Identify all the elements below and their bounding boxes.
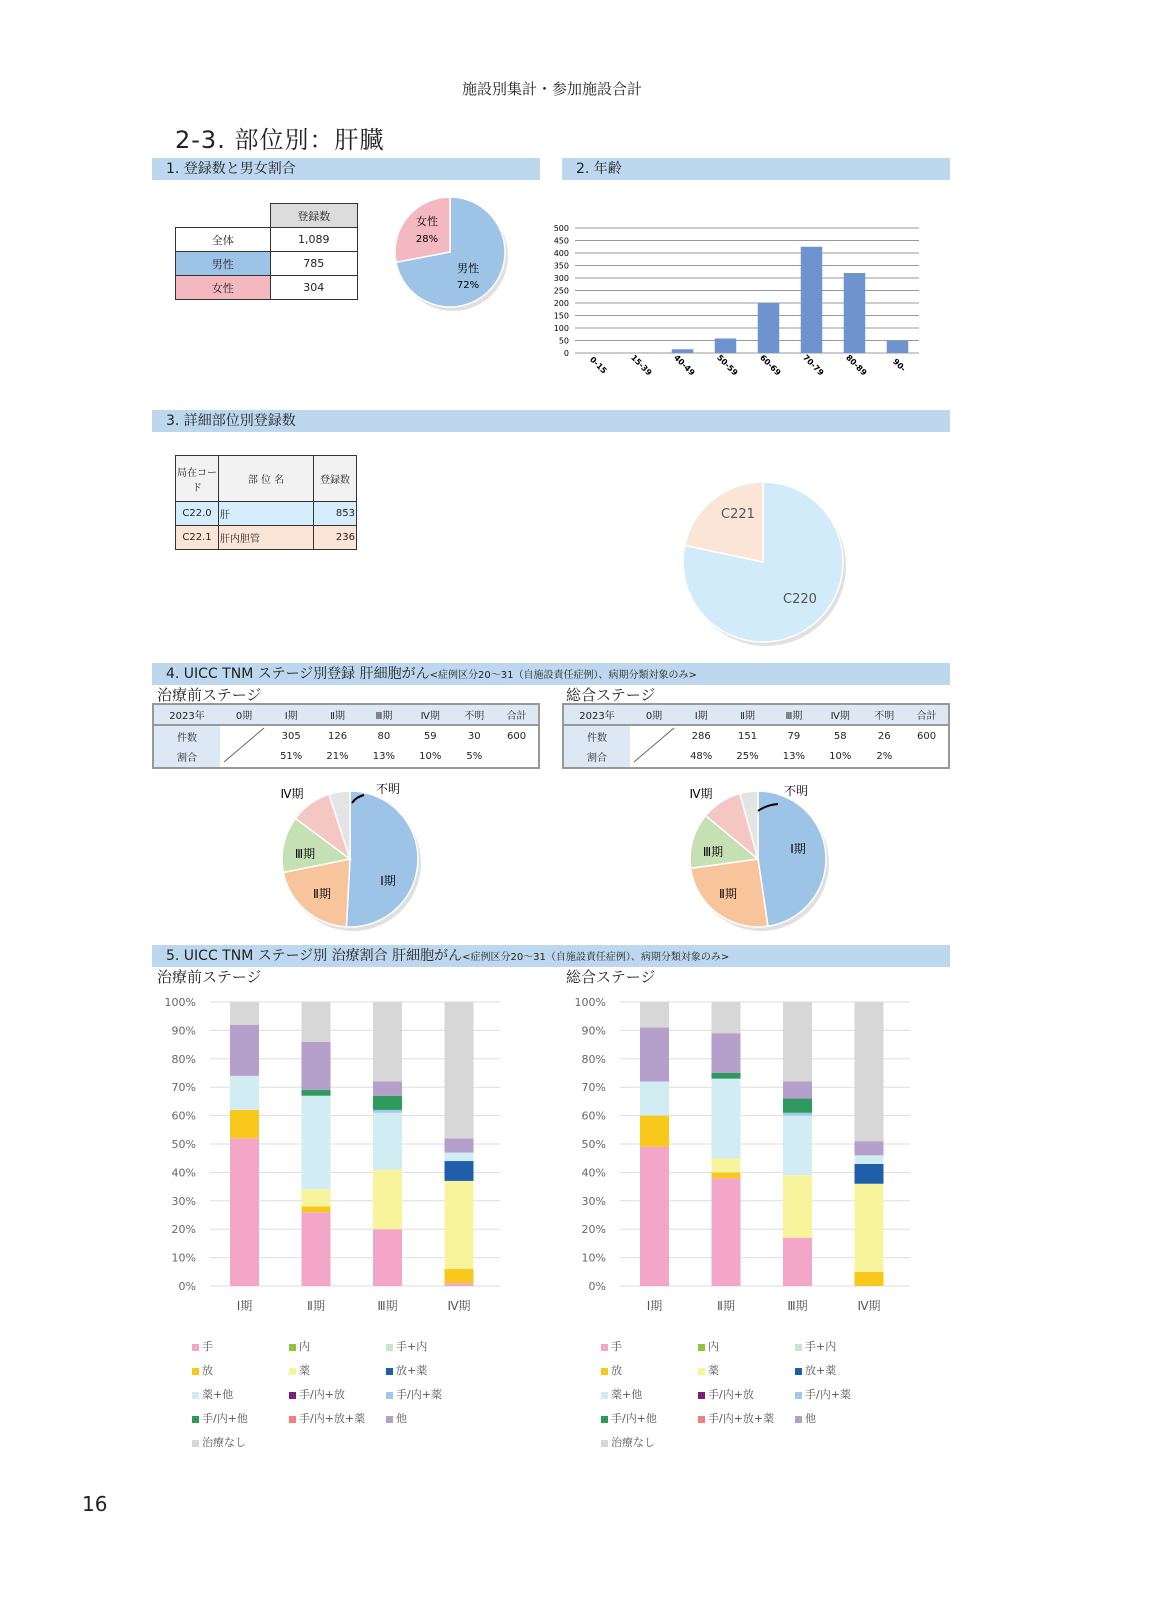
y-tick-label: 60% bbox=[171, 1109, 196, 1123]
legend-label: 手 bbox=[202, 1340, 213, 1353]
legend-swatch bbox=[192, 1368, 199, 1375]
stack-segment bbox=[640, 1082, 669, 1116]
y-tick-label: 350 bbox=[553, 261, 569, 271]
section-5-title bbox=[152, 945, 950, 967]
count-label: 件数 bbox=[563, 725, 630, 747]
stack-segment bbox=[302, 1090, 331, 1096]
table-header: 2023年 bbox=[153, 704, 220, 725]
legend-item bbox=[795, 1338, 836, 1354]
section-5-note: <症例区分20～31（自施設責任症例）、病期分類対象のみ> bbox=[462, 952, 730, 963]
legend-swatch bbox=[698, 1344, 705, 1351]
header-count: 登録数 bbox=[314, 456, 357, 502]
legend-swatch bbox=[289, 1344, 296, 1351]
stage-left-subtitle: 治療前ステージ bbox=[157, 686, 262, 704]
section-4-title bbox=[152, 663, 950, 685]
legend-label: 放 bbox=[202, 1364, 213, 1377]
site-count: 236 bbox=[314, 526, 357, 550]
y-tick-label: 100% bbox=[574, 996, 606, 1009]
legend-label: 放 bbox=[611, 1364, 622, 1377]
x-tick-label: Ⅲ期 bbox=[787, 1299, 808, 1313]
y-tick-label: 50 bbox=[558, 336, 569, 346]
legend-item bbox=[698, 1410, 774, 1426]
x-tick-label: Ⅰ期 bbox=[646, 1299, 663, 1313]
row-label: 男性 bbox=[176, 252, 271, 276]
legend-label: 手/内+薬 bbox=[396, 1388, 442, 1401]
ratio-label: 割合 bbox=[153, 747, 220, 769]
stack-segment bbox=[783, 1116, 812, 1176]
table-header: 合計 bbox=[495, 704, 539, 725]
ratio-cell: 25% bbox=[736, 751, 759, 763]
stack-segment bbox=[302, 1096, 331, 1190]
legend-swatch bbox=[795, 1392, 802, 1399]
stack-segment bbox=[445, 1138, 474, 1152]
legend-swatch bbox=[192, 1392, 199, 1399]
legend-item bbox=[795, 1410, 816, 1426]
legend-swatch bbox=[601, 1416, 608, 1423]
section-3-title: 3. 詳細部位別登録数 bbox=[152, 410, 950, 432]
stack-segment bbox=[373, 1229, 402, 1286]
y-tick-label: 50% bbox=[171, 1138, 196, 1151]
legend-swatch bbox=[386, 1392, 393, 1399]
stack-segment bbox=[640, 1002, 669, 1028]
ratio-cell: 48% bbox=[690, 751, 713, 763]
y-tick-label: 70% bbox=[581, 1081, 606, 1095]
stage-pie-left bbox=[260, 775, 440, 935]
legend-swatch bbox=[386, 1416, 393, 1423]
stage-right-subtitle: 総合ステージ bbox=[566, 686, 656, 704]
x-tick-label: 80-89 bbox=[844, 353, 869, 378]
registration-table bbox=[175, 203, 358, 300]
legend-swatch bbox=[795, 1368, 802, 1375]
pie-label: Ⅳ期 bbox=[280, 787, 304, 801]
legend-item bbox=[192, 1362, 213, 1378]
y-tick-label: 10% bbox=[171, 1251, 196, 1265]
stack-segment bbox=[783, 1175, 812, 1237]
pie-label: Ⅲ期 bbox=[294, 847, 316, 861]
legend-label: 放+薬 bbox=[805, 1364, 837, 1377]
stack-segment bbox=[640, 1147, 669, 1286]
stack-segment bbox=[230, 1002, 259, 1025]
bar bbox=[758, 303, 780, 353]
ratio-cell: 2% bbox=[876, 751, 893, 763]
legend-label: 手+内 bbox=[805, 1340, 837, 1353]
pie-slice-female bbox=[395, 197, 450, 262]
legend-label: 薬+他 bbox=[611, 1388, 643, 1401]
count-cell: 151 bbox=[737, 730, 758, 742]
y-tick-label: 70% bbox=[171, 1081, 196, 1095]
stage-pie-right bbox=[668, 775, 848, 935]
x-tick-label: 60-69 bbox=[758, 353, 783, 378]
bar bbox=[715, 339, 737, 354]
table-header: Ⅲ期 bbox=[361, 704, 407, 725]
legend-swatch bbox=[601, 1440, 608, 1447]
stack-segment bbox=[712, 1172, 741, 1178]
stack-segment bbox=[712, 1033, 741, 1073]
pie-slice-stage1 bbox=[758, 791, 826, 926]
c220-label: C220 bbox=[783, 592, 817, 607]
y-tick-label: 100 bbox=[553, 324, 569, 333]
table-header: Ⅳ期 bbox=[817, 704, 863, 725]
legend-item bbox=[795, 1386, 851, 1402]
legend-swatch bbox=[795, 1344, 802, 1351]
bar bbox=[887, 341, 909, 353]
site-name: 肝 bbox=[219, 502, 314, 526]
table-header: Ⅳ期 bbox=[407, 704, 453, 725]
y-tick-label: 30% bbox=[581, 1194, 606, 1208]
pie-label: Ⅲ期 bbox=[702, 845, 724, 859]
stack-segment bbox=[445, 1269, 474, 1283]
pie-label: Ⅳ期 bbox=[689, 787, 713, 801]
x-tick-label: Ⅱ期 bbox=[717, 1299, 735, 1313]
x-tick-label: 15-39 bbox=[629, 353, 654, 378]
legend-item bbox=[386, 1338, 427, 1354]
legend-label: 手/内+薬 bbox=[805, 1388, 851, 1401]
stack-segment bbox=[373, 1002, 402, 1082]
y-tick-label: 0% bbox=[178, 1280, 196, 1293]
stack-segment bbox=[855, 1164, 884, 1184]
stack-segment bbox=[302, 1002, 331, 1042]
site-name: 肝内胆管 bbox=[219, 526, 314, 550]
y-tick-label: 80% bbox=[171, 1052, 196, 1066]
x-tick-label: Ⅳ期 bbox=[857, 1299, 881, 1313]
legend-label: 放+薬 bbox=[396, 1364, 428, 1377]
stack-segment bbox=[230, 1025, 259, 1076]
ratio-cell: 5% bbox=[466, 751, 483, 763]
section-2-title: 2. 年齢 bbox=[562, 158, 950, 180]
ratio-label: 割合 bbox=[563, 747, 630, 769]
bar bbox=[844, 273, 866, 353]
legend-item bbox=[601, 1434, 655, 1450]
ratio-cell: 51% bbox=[280, 751, 303, 763]
legend-item bbox=[698, 1386, 754, 1402]
legend-swatch bbox=[601, 1344, 608, 1351]
legend-swatch bbox=[795, 1416, 802, 1423]
pie-label: 不明 bbox=[783, 784, 809, 798]
male-pct: 72% bbox=[456, 280, 480, 291]
pie-label: Ⅱ期 bbox=[313, 887, 331, 901]
legend-label: 手/内+放+薬 bbox=[299, 1412, 366, 1425]
female-label: 女性 bbox=[416, 215, 438, 228]
legend-item bbox=[289, 1362, 310, 1378]
y-tick-label: 450 bbox=[553, 236, 569, 246]
ratio-cell: 13% bbox=[782, 751, 806, 763]
stack-segment bbox=[302, 1206, 331, 1212]
row-label: 女性 bbox=[176, 276, 271, 300]
bar bbox=[672, 349, 694, 353]
count-cell: 79 bbox=[787, 730, 801, 742]
legend-item bbox=[386, 1386, 442, 1402]
stack-segment bbox=[445, 1153, 474, 1162]
y-tick-label: 60% bbox=[581, 1109, 606, 1123]
legend-item bbox=[698, 1362, 719, 1378]
table-header: 不明 bbox=[863, 704, 905, 725]
bar bbox=[801, 247, 823, 353]
diagonal-cell bbox=[220, 725, 268, 768]
ratio-cell: 10% bbox=[419, 751, 442, 763]
count-cell: 126 bbox=[327, 730, 348, 742]
y-tick-label: 500 bbox=[553, 224, 569, 233]
ratio-cell: 13% bbox=[372, 751, 396, 763]
x-tick-label: Ⅲ期 bbox=[377, 1299, 398, 1313]
y-tick-label: 300 bbox=[553, 274, 569, 283]
ratio-cell: 10% bbox=[829, 751, 852, 763]
legend-label: 内 bbox=[708, 1340, 719, 1353]
table-header: Ⅰ期 bbox=[268, 704, 314, 725]
legend-swatch bbox=[698, 1368, 705, 1375]
legend-item bbox=[289, 1338, 310, 1354]
table-header: Ⅱ期 bbox=[724, 704, 770, 725]
stack-segment bbox=[712, 1158, 741, 1172]
header-code: 局在コード bbox=[176, 456, 219, 502]
legend-swatch bbox=[386, 1344, 393, 1351]
x-tick-label: Ⅱ期 bbox=[307, 1299, 325, 1313]
y-tick-label: 40% bbox=[171, 1166, 196, 1180]
legend-swatch bbox=[698, 1416, 705, 1423]
table-header: 不明 bbox=[453, 704, 495, 725]
table-header: 2023年 bbox=[563, 704, 630, 725]
y-tick-label: 10% bbox=[581, 1251, 606, 1265]
count-cell: 59 bbox=[423, 730, 437, 742]
section-5-title-text: 5. UICC TNM ステージ別 治療割合 肝細胞がん bbox=[166, 948, 463, 964]
count-cell: 58 bbox=[833, 730, 847, 742]
count-label: 件数 bbox=[153, 725, 220, 747]
legend-item bbox=[192, 1410, 248, 1426]
legend-swatch bbox=[289, 1416, 296, 1423]
x-tick-label: 0-15 bbox=[588, 354, 609, 376]
page-number: 16 bbox=[82, 1492, 108, 1516]
stack-segment bbox=[783, 1002, 812, 1082]
section-4-note: <症例区分20～31（自施設責任症例）、病期分類対象のみ> bbox=[429, 670, 697, 681]
male-label: 男性 bbox=[457, 262, 479, 275]
female-pct: 28% bbox=[415, 234, 439, 245]
c221-label: C221 bbox=[721, 507, 755, 522]
stack-segment bbox=[230, 1076, 259, 1110]
legend-label: 他 bbox=[805, 1412, 816, 1425]
legend-label: 手/内+他 bbox=[611, 1412, 657, 1425]
pie-label: Ⅱ期 bbox=[719, 887, 737, 901]
legend-label: 治療なし bbox=[611, 1436, 655, 1449]
treatment-left-subtitle: 治療前ステージ bbox=[157, 968, 262, 986]
y-tick-label: 90% bbox=[171, 1024, 196, 1038]
y-tick-label: 150 bbox=[553, 311, 569, 321]
stack-segment bbox=[445, 1161, 474, 1181]
table-header: 0期 bbox=[220, 704, 268, 725]
legend-item bbox=[192, 1386, 233, 1402]
legend-label: 内 bbox=[299, 1340, 310, 1353]
y-tick-label: 30% bbox=[171, 1194, 196, 1208]
legend-label: 薬 bbox=[708, 1364, 719, 1377]
legend-item bbox=[601, 1338, 622, 1354]
row-label: 全体 bbox=[176, 228, 271, 252]
legend-swatch bbox=[192, 1440, 199, 1447]
legend-item bbox=[192, 1338, 213, 1354]
stack-segment bbox=[640, 1116, 669, 1147]
col-header: 登録数 bbox=[270, 204, 358, 228]
site-code: C22.0 bbox=[176, 502, 219, 526]
legend-label: 他 bbox=[396, 1412, 407, 1425]
legend-item bbox=[386, 1362, 427, 1378]
stack-segment bbox=[855, 1184, 884, 1272]
legend-label: 手/内+他 bbox=[202, 1412, 248, 1425]
x-tick-label: 90- bbox=[890, 356, 908, 374]
row-value: 1,089 bbox=[270, 228, 358, 252]
treatment-right-subtitle: 総合ステージ bbox=[566, 968, 656, 986]
stack-segment bbox=[712, 1079, 741, 1159]
site-pie-chart bbox=[670, 470, 860, 655]
table-header: 0期 bbox=[630, 704, 678, 725]
count-cell: 600 bbox=[917, 730, 937, 742]
legend-swatch bbox=[192, 1344, 199, 1351]
legend-label: 手/内+放+薬 bbox=[708, 1412, 775, 1425]
legend-label: 薬 bbox=[299, 1364, 310, 1377]
treatment-stacked-chart-right bbox=[560, 990, 920, 1320]
table-header: Ⅱ期 bbox=[314, 704, 360, 725]
stack-segment bbox=[855, 1002, 884, 1141]
legend-item bbox=[289, 1410, 365, 1426]
legend-swatch bbox=[192, 1416, 199, 1423]
stage-table-left bbox=[152, 703, 540, 769]
stack-segment bbox=[230, 1110, 259, 1138]
ratio-cell bbox=[495, 747, 539, 769]
x-tick-label: 40-49 bbox=[672, 353, 697, 378]
legend-label: 手/内+放 bbox=[708, 1388, 754, 1401]
legend-item bbox=[289, 1386, 345, 1402]
stack-segment bbox=[445, 1181, 474, 1269]
y-tick-label: 0 bbox=[563, 349, 569, 358]
stack-segment bbox=[373, 1096, 402, 1110]
site-code: C22.1 bbox=[176, 526, 219, 550]
y-tick-label: 20% bbox=[171, 1223, 196, 1237]
section-1-title: 1. 登録数と男女割合 bbox=[152, 158, 540, 180]
legend-item bbox=[386, 1410, 407, 1426]
pie-label: Ⅰ期 bbox=[380, 874, 396, 888]
legend-label: 手/内+放 bbox=[299, 1388, 345, 1401]
pie-label: Ⅰ期 bbox=[790, 842, 806, 856]
legend-label: 薬+他 bbox=[202, 1388, 234, 1401]
page-header: 施設別集計・参加施設合計 bbox=[462, 80, 643, 98]
y-tick-label: 0% bbox=[588, 1280, 606, 1293]
count-cell: 80 bbox=[377, 730, 391, 742]
count-cell: 26 bbox=[877, 730, 891, 742]
count-cell: 30 bbox=[467, 730, 481, 742]
y-tick-label: 200 bbox=[553, 299, 569, 308]
x-tick-label: 50-59 bbox=[715, 353, 740, 378]
ratio-cell bbox=[905, 747, 949, 769]
stack-segment bbox=[783, 1099, 812, 1113]
legend-item bbox=[192, 1434, 246, 1450]
x-tick-label: Ⅳ期 bbox=[447, 1299, 471, 1313]
table-header: 合計 bbox=[905, 704, 949, 725]
legend-swatch bbox=[698, 1392, 705, 1399]
y-tick-label: 20% bbox=[581, 1223, 606, 1237]
stack-segment bbox=[855, 1272, 884, 1286]
stack-segment bbox=[302, 1189, 331, 1206]
gender-pie-chart bbox=[385, 190, 515, 315]
stage-table-right bbox=[562, 703, 950, 769]
legend-item bbox=[601, 1410, 657, 1426]
y-tick-label: 90% bbox=[581, 1024, 606, 1038]
stack-segment bbox=[855, 1141, 884, 1155]
stack-segment bbox=[445, 1283, 474, 1286]
count-cell: 286 bbox=[691, 730, 711, 742]
legend-swatch bbox=[289, 1392, 296, 1399]
stack-segment bbox=[855, 1155, 884, 1164]
stack-segment bbox=[373, 1113, 402, 1170]
legend-label: 手+内 bbox=[396, 1340, 428, 1353]
legend-swatch bbox=[601, 1368, 608, 1375]
legend-swatch bbox=[601, 1392, 608, 1399]
stack-segment bbox=[783, 1238, 812, 1286]
y-tick-label: 250 bbox=[553, 286, 569, 296]
legend-swatch bbox=[386, 1368, 393, 1375]
stack-segment bbox=[230, 1138, 259, 1286]
stack-segment bbox=[783, 1113, 812, 1116]
stack-segment bbox=[373, 1110, 402, 1113]
pie-label: 不明 bbox=[375, 782, 401, 796]
legend-item bbox=[698, 1338, 719, 1354]
y-tick-label: 80% bbox=[581, 1052, 606, 1066]
stack-segment bbox=[783, 1082, 812, 1099]
site-table bbox=[175, 455, 357, 550]
legend-item bbox=[601, 1386, 642, 1402]
section-4-title-text: 4. UICC TNM ステージ別登録 肝細胞がん bbox=[166, 666, 430, 682]
ratio-cell: 21% bbox=[326, 751, 349, 763]
header-name: 部 位 名 bbox=[219, 456, 314, 502]
legend-item bbox=[601, 1362, 622, 1378]
diagonal-cell bbox=[630, 725, 678, 768]
count-cell: 305 bbox=[281, 730, 301, 742]
row-value: 304 bbox=[270, 276, 358, 300]
stack-segment bbox=[712, 1178, 741, 1286]
legend-swatch bbox=[289, 1368, 296, 1375]
stack-segment bbox=[640, 1028, 669, 1082]
y-tick-label: 40% bbox=[581, 1166, 606, 1180]
y-tick-label: 400 bbox=[553, 249, 569, 258]
stack-segment bbox=[373, 1170, 402, 1230]
stack-segment bbox=[445, 1002, 474, 1138]
legend-label: 治療なし bbox=[202, 1436, 246, 1449]
x-tick-label: 70-79 bbox=[801, 353, 826, 378]
x-tick-label: Ⅰ期 bbox=[236, 1299, 253, 1313]
y-tick-label: 100% bbox=[164, 996, 196, 1009]
legend-label: 手 bbox=[611, 1340, 622, 1353]
stack-segment bbox=[302, 1042, 331, 1090]
treatment-stacked-chart-left bbox=[150, 990, 510, 1320]
site-count: 853 bbox=[314, 502, 357, 526]
table-header: Ⅲ期 bbox=[771, 704, 817, 725]
age-bar-chart bbox=[545, 220, 935, 390]
pie-slice-stage1 bbox=[346, 791, 418, 927]
row-value: 785 bbox=[270, 252, 358, 276]
stack-segment bbox=[712, 1002, 741, 1033]
stack-segment bbox=[373, 1082, 402, 1096]
y-tick-label: 50% bbox=[581, 1138, 606, 1151]
count-cell: 600 bbox=[507, 730, 527, 742]
legend-item bbox=[795, 1362, 836, 1378]
stack-segment bbox=[302, 1212, 331, 1286]
stack-segment bbox=[712, 1073, 741, 1079]
page-title: 2-3. 部位別：肝臓 bbox=[175, 126, 385, 154]
table-header: Ⅰ期 bbox=[678, 704, 724, 725]
